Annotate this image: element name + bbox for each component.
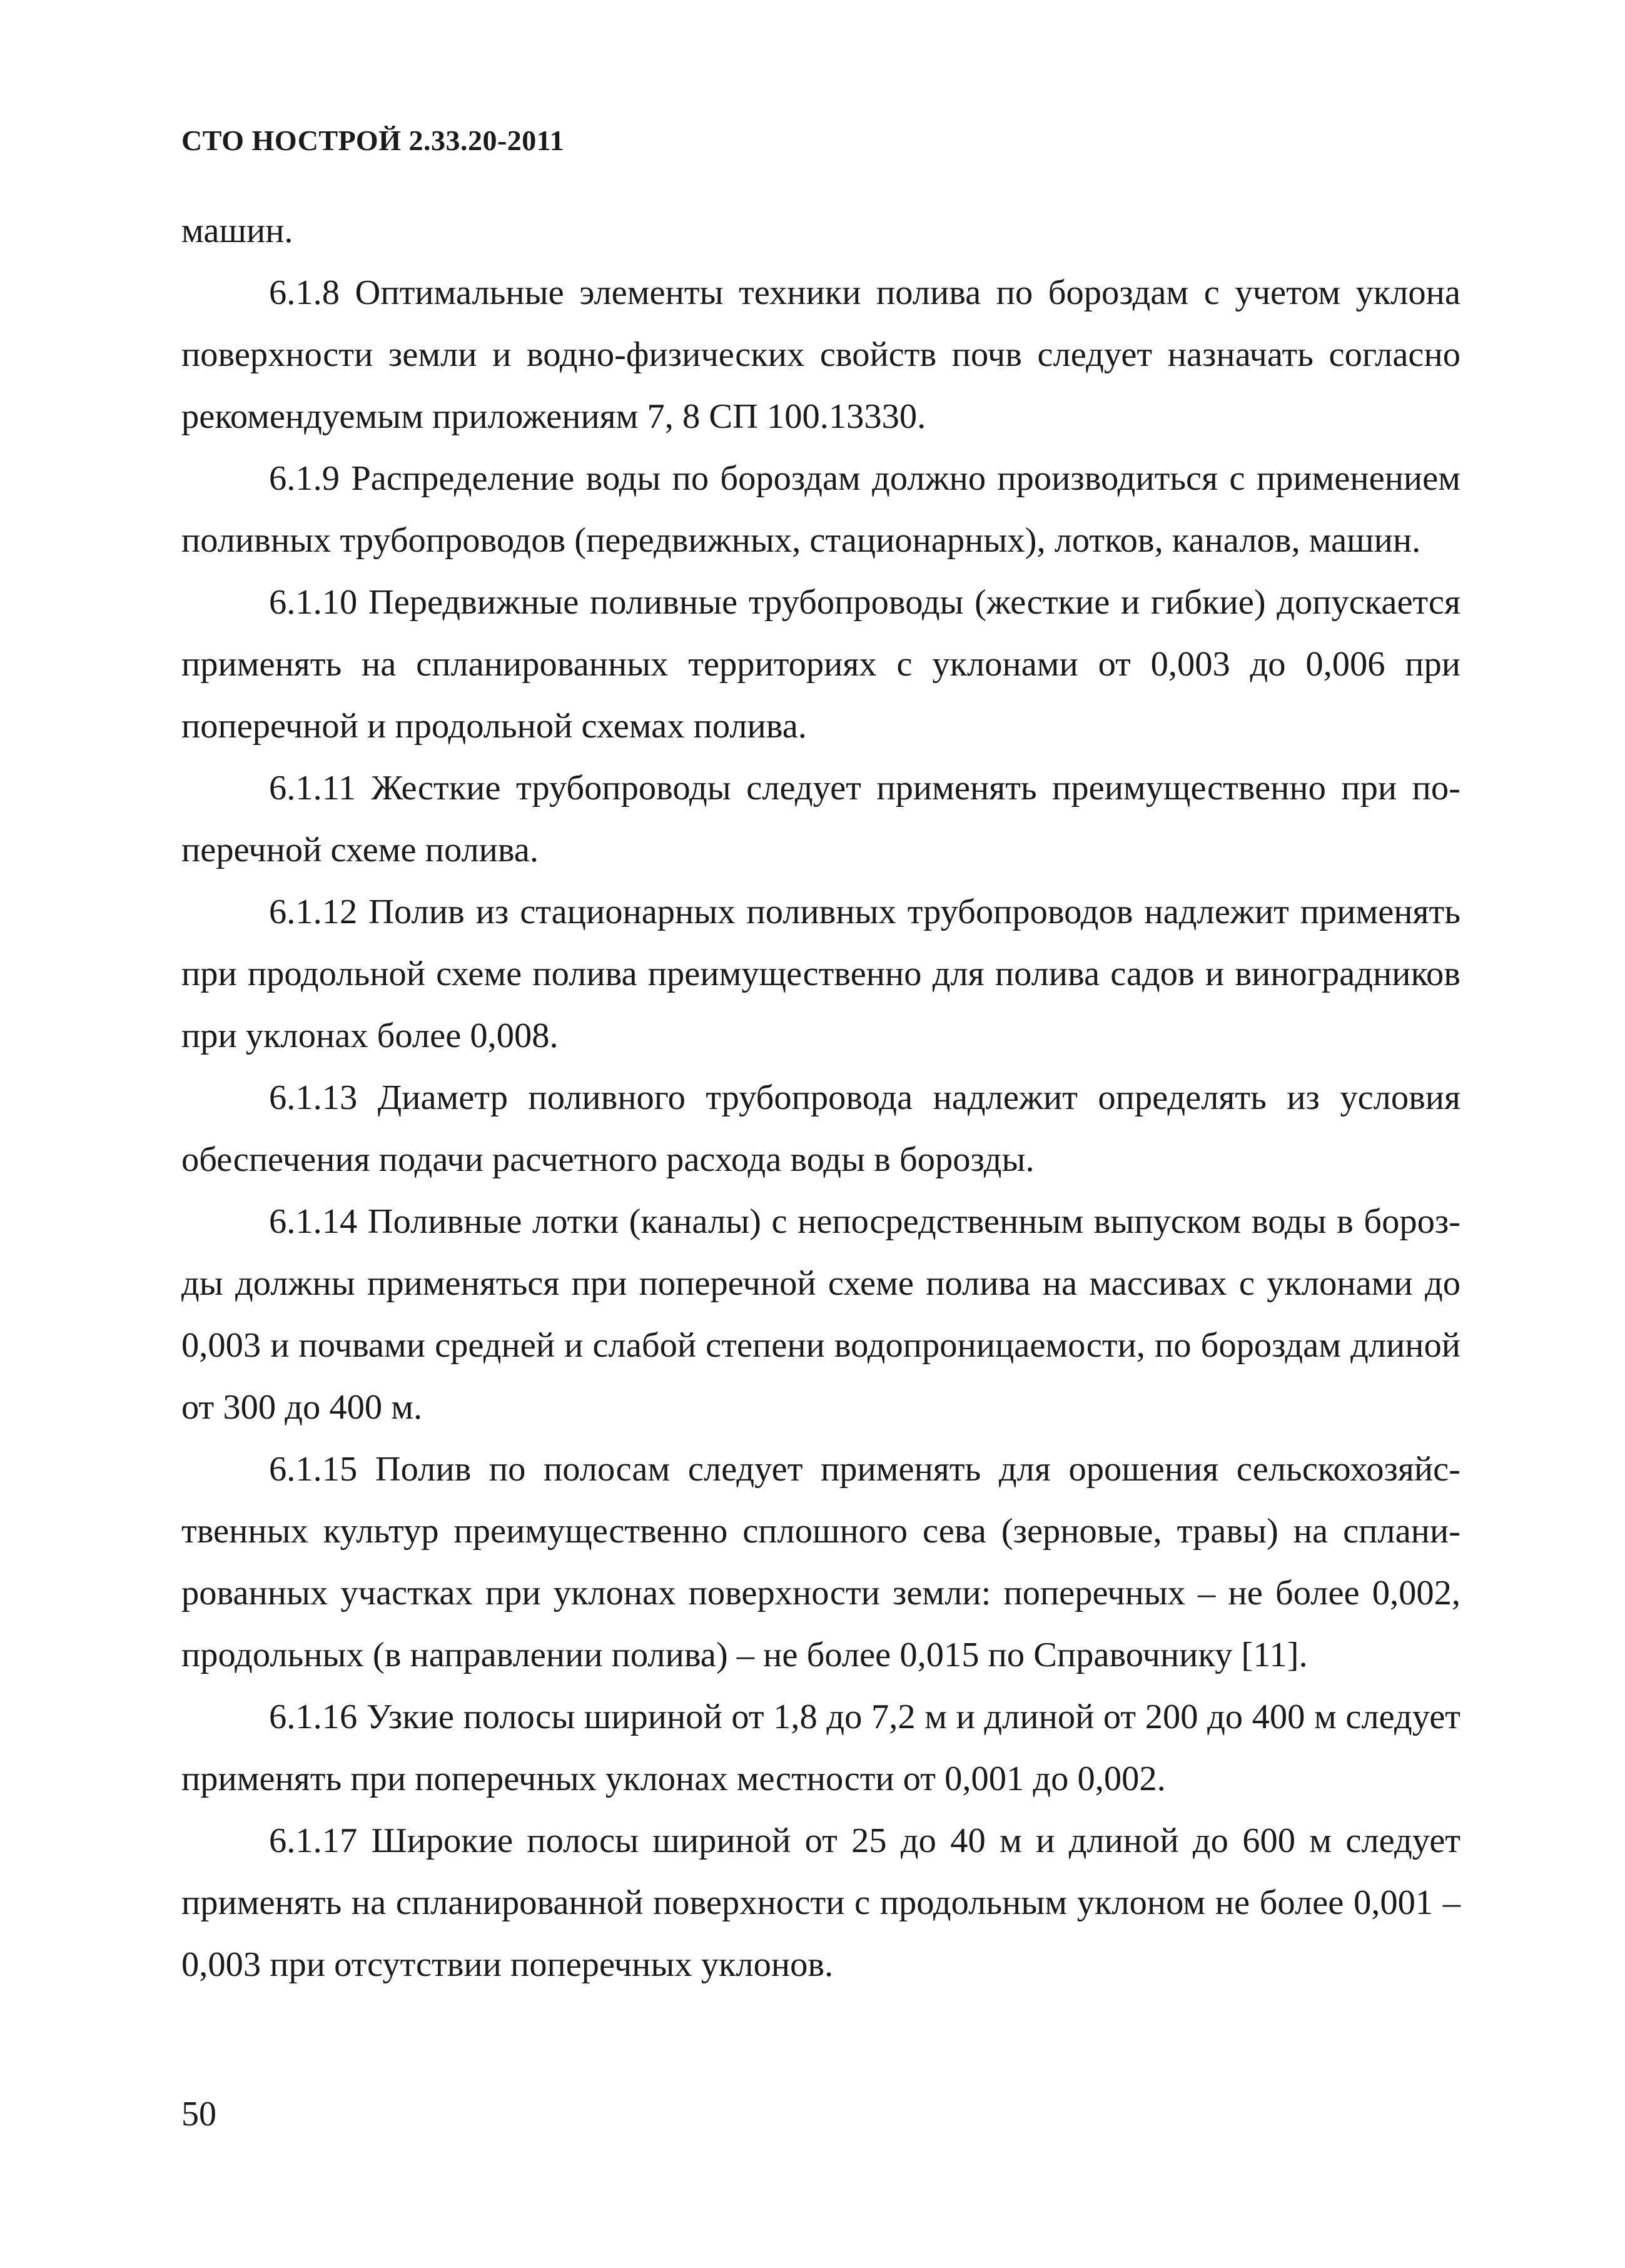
paragraph-6-1-8: 6.1.8 Оптимальные элементы техники полива по бороздам с учетом уклона поверхности земли и водно-физических свойств почв следует назначать согласно рекомендуемым приложениям 7, 8 СП 100.13330. <box>181 273 1460 436</box>
paragraph-6-1-9: 6.1.9 Распределение воды по бороздам должно производиться с применением поливных трубопроводов (передвижных, стационарных), лотков, каналов, машин. <box>181 459 1460 560</box>
document-header-code: СТО НОСТРОЙ 2.33.20-2011 <box>181 124 565 156</box>
paragraph-6-1-17: 6.1.17 Широкие полосы шириной от 25 до 40 м и длиной до 600 м следует применять на спланированной поверхности с продольным уклоном не более 0,001 – 0,003 при отсутствии поперечных уклонов. <box>181 1821 1460 1984</box>
paragraph-continuation: машин. <box>181 211 293 250</box>
paragraph-6-1-16: 6.1.16 Узкие полосы шириной от 1,8 до 7,2 м и длиной от 200 до 400 м следует применять при поперечных уклонах местности от 0,001 до 0,002. <box>181 1698 1460 1798</box>
paragraph-6-1-13: 6.1.13 Диаметр поливного трубопровода надлежит определять из условия обеспечения подачи расчетного расхода воды в борозды. <box>181 1078 1460 1179</box>
paragraph-6-1-15: 6.1.15 Полив по полосам следует применять для орошения сельскохозяйственных культур преимущественно сплошного сева (зерновые, травы) на спланированных участках при уклонах поверхности земли: поперечных – не более 0,002, продольных (в направлении полива) – не более 0,015 по Справочнику [11]. <box>181 1450 1460 1674</box>
page-number: 50 <box>181 2095 216 2134</box>
paragraph-6-1-10: 6.1.10 Передвижные поливные трубопроводы (жесткие и гибкие) допускается применять на спланированных территориях с уклонами от 0,003 до 0,006 при поперечной и продольной схемах полива. <box>181 583 1460 746</box>
paragraph-6-1-11: 6.1.11 Жесткие трубопроводы следует применять преимущественно при поперечной схеме полива. <box>181 769 1460 869</box>
document-body <box>181 200 1460 1996</box>
paragraph-6-1-12: 6.1.12 Полив из стационарных поливных трубопроводов надлежит применять при продольной схеме полива преимущественно для полива садов и виноградников при уклонах более 0,008. <box>181 893 1460 1055</box>
paragraph-6-1-14: 6.1.14 Поливные лотки (каналы) с непосредственным выпуском воды в борозды должны применяться при поперечной схеме полива на массивах с уклонами до 0,003 и почвами средней и слабой степени водопроницаемости, по бороздам длиной от 300 до 400 м. <box>181 1202 1460 1427</box>
